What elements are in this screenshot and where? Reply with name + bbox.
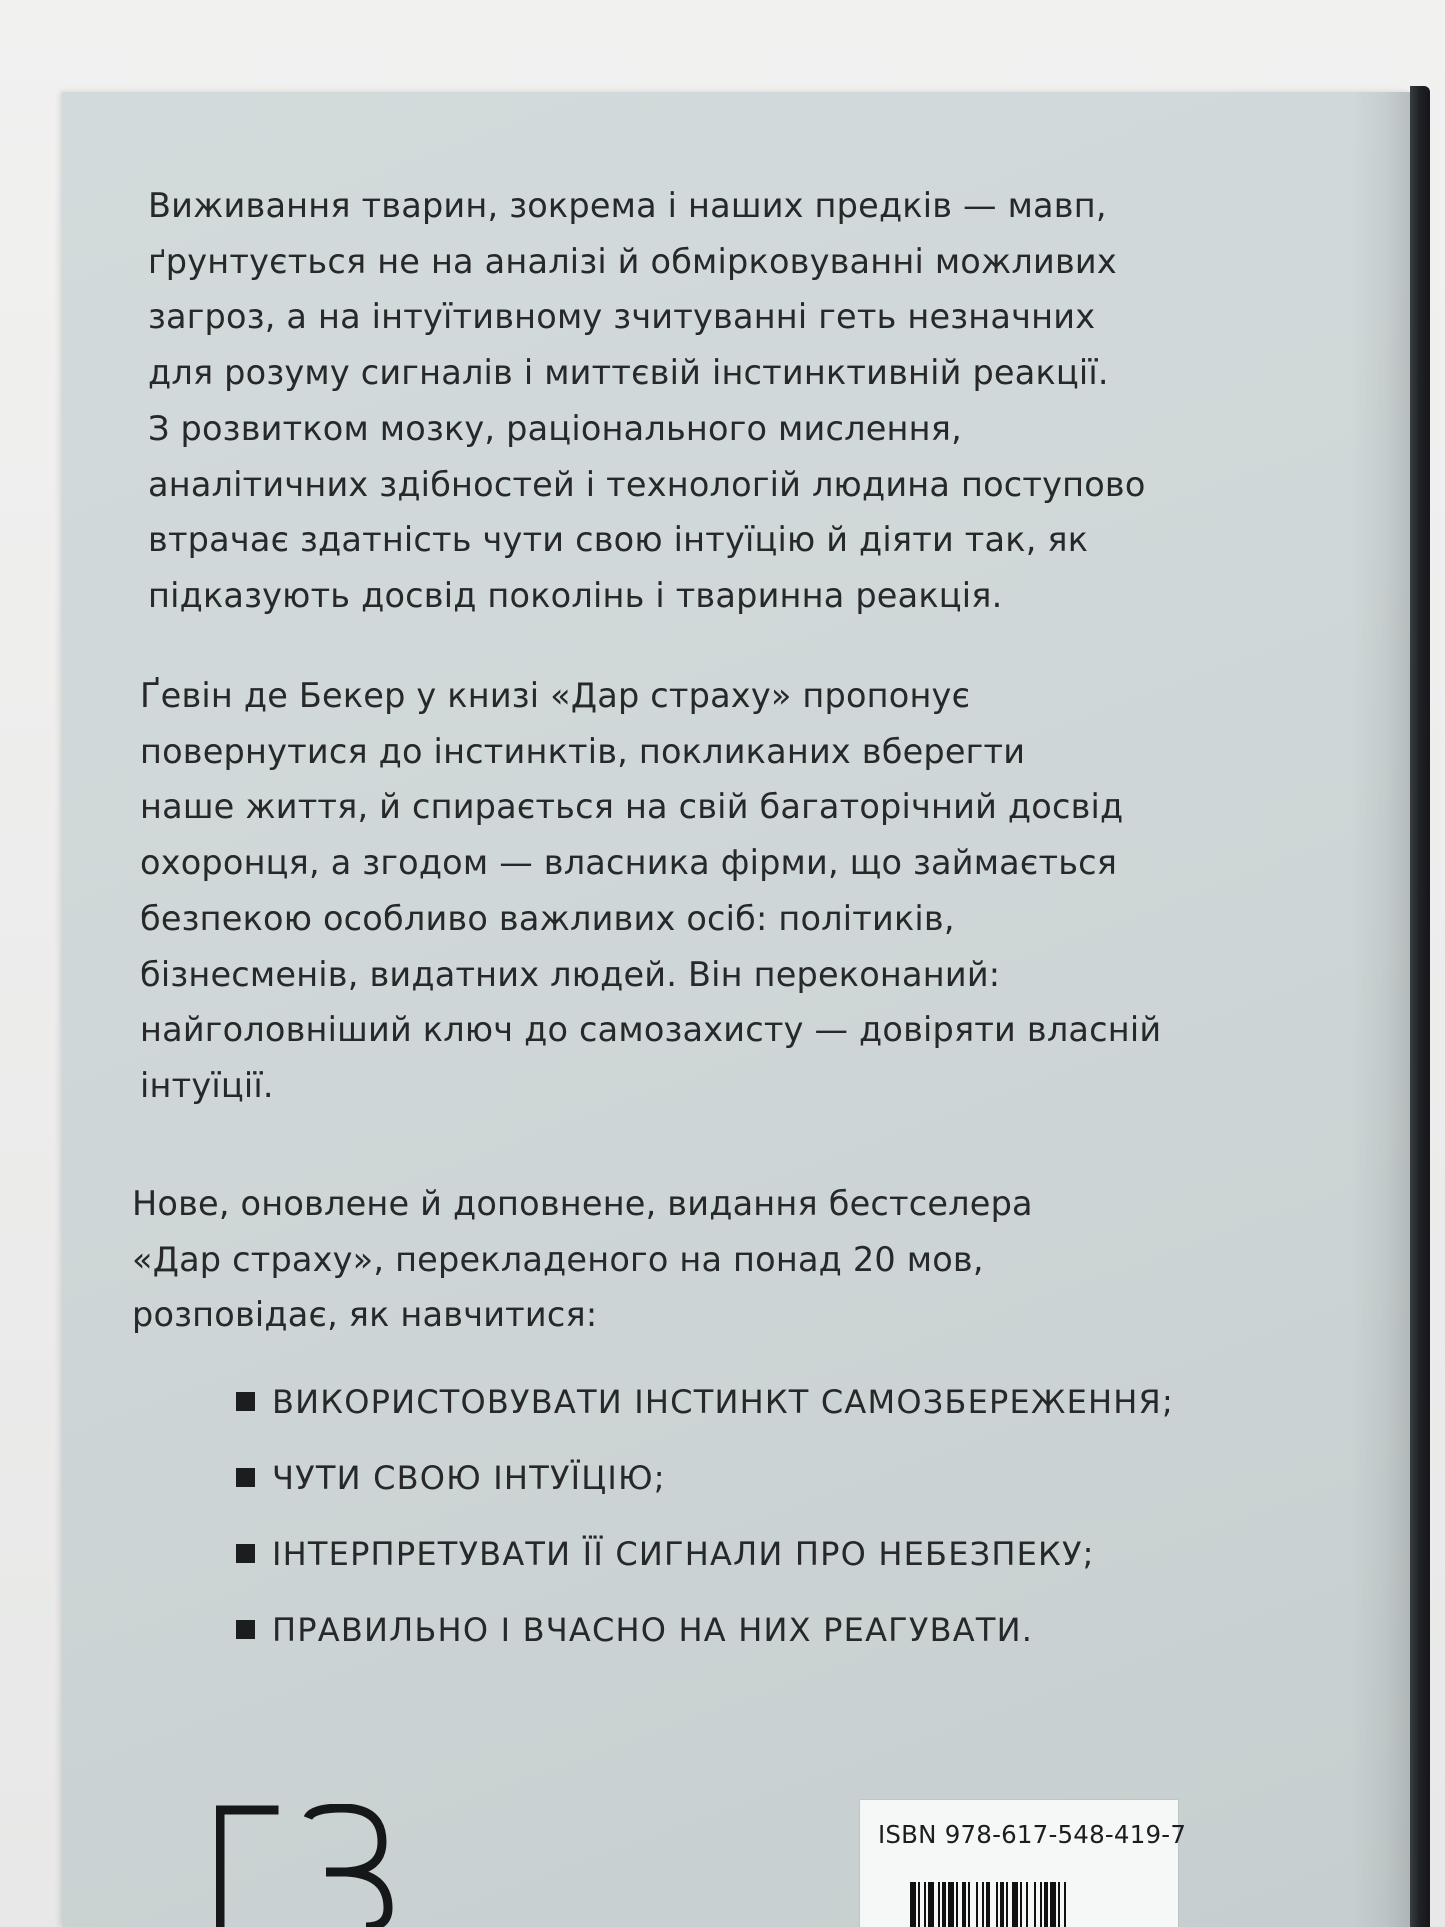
list-item-text: ЧУТИ СВОЮ ІНТУЇЦІЮ; [272, 1459, 666, 1497]
paragraph-line: втрачає здатність чути свою інтуїцію й діяти так, як [148, 520, 1089, 560]
paragraph-line: для розуму сигналів і миттєвій інстинктивній реакції. [148, 353, 1109, 393]
list-item-text: ПРАВИЛЬНО І ВЧАСНО НА НИХ РЕАГУВАТИ. [272, 1611, 1034, 1649]
paragraph-line: З розвитком мозку, раціонального мислення, [148, 408, 962, 448]
paragraph-line: розповідає, як навчитися: [132, 1295, 598, 1335]
list-item-text: ІНТЕРПРЕТУВАТИ ЇЇ СИГНАЛИ ПРО НЕБЕЗПЕКУ; [272, 1535, 1095, 1573]
list-item [232, 1524, 1174, 1600]
list-item [232, 1600, 1174, 1676]
list-item [232, 1372, 1174, 1448]
paragraph-line: повернутися до інстинктів, покликаних вберегти [140, 731, 1026, 771]
isbn-sticker [860, 1800, 1187, 1927]
paragraph-line: бізнесменів, видатних людей. Він переконаний: [140, 954, 1001, 994]
paragraph-line: безпекою особливо важливих осіб: політиків, [140, 898, 955, 938]
paragraph-line: ґрунтується не на аналізі й обмірковуванні можливих [148, 241, 1117, 281]
paragraph-line: наше життя, й спирається на свій багаторічний досвід [140, 787, 1124, 827]
paragraph-line: Ґевін де Бекер у книзі «Дар страху» пропонує [140, 676, 971, 715]
paragraph-line: «Дар страху», перекладеного на понад 20 мов, [132, 1239, 984, 1279]
book-edge [1410, 86, 1430, 1927]
square-bullet-icon [236, 1544, 255, 1563]
paragraph-line: Виживання тварин, зокрема і наших предків — мавп, [148, 186, 1107, 225]
barcode [910, 1882, 1170, 1927]
paragraph-line: найголовніший ключ до самозахисту — довіряти власній [140, 1010, 1162, 1050]
paragraph-line: Нове, оновлене й доповнене, видання бестселера [132, 1184, 1033, 1223]
isbn-number: ISBN 978-617-548-419-7 [878, 1820, 1187, 1849]
paragraph-line: охоронця, а згодом — власника фірми, що займається [140, 843, 1118, 883]
skills-list [232, 1372, 1174, 1676]
paragraph-line: загроз, а на інтуїтивному зчитуванні геть незначних [148, 297, 1096, 337]
square-bullet-icon [236, 1620, 255, 1639]
blurb-paragraph-2 [140, 668, 1161, 1114]
blurb-paragraph-3 [132, 1176, 1033, 1343]
square-bullet-icon [236, 1392, 255, 1411]
paragraph-line: інтуїції. [140, 1065, 274, 1105]
cover-shadow [1350, 92, 1410, 1927]
blurb-paragraph-1 [148, 178, 1146, 624]
square-bullet-icon [236, 1468, 255, 1487]
paragraph-line: аналітичних здібностей і технологій людина поступово [148, 464, 1146, 504]
paragraph-line: підказують досвід поколінь і тваринна реакція. [148, 575, 1003, 615]
publisher-logo [216, 1804, 396, 1927]
list-item [232, 1448, 1174, 1524]
list-item-text: ВИКОРИСТОВУВАТИ ІНСТИНКТ САМОЗБЕРЕЖЕННЯ; [272, 1383, 1174, 1421]
